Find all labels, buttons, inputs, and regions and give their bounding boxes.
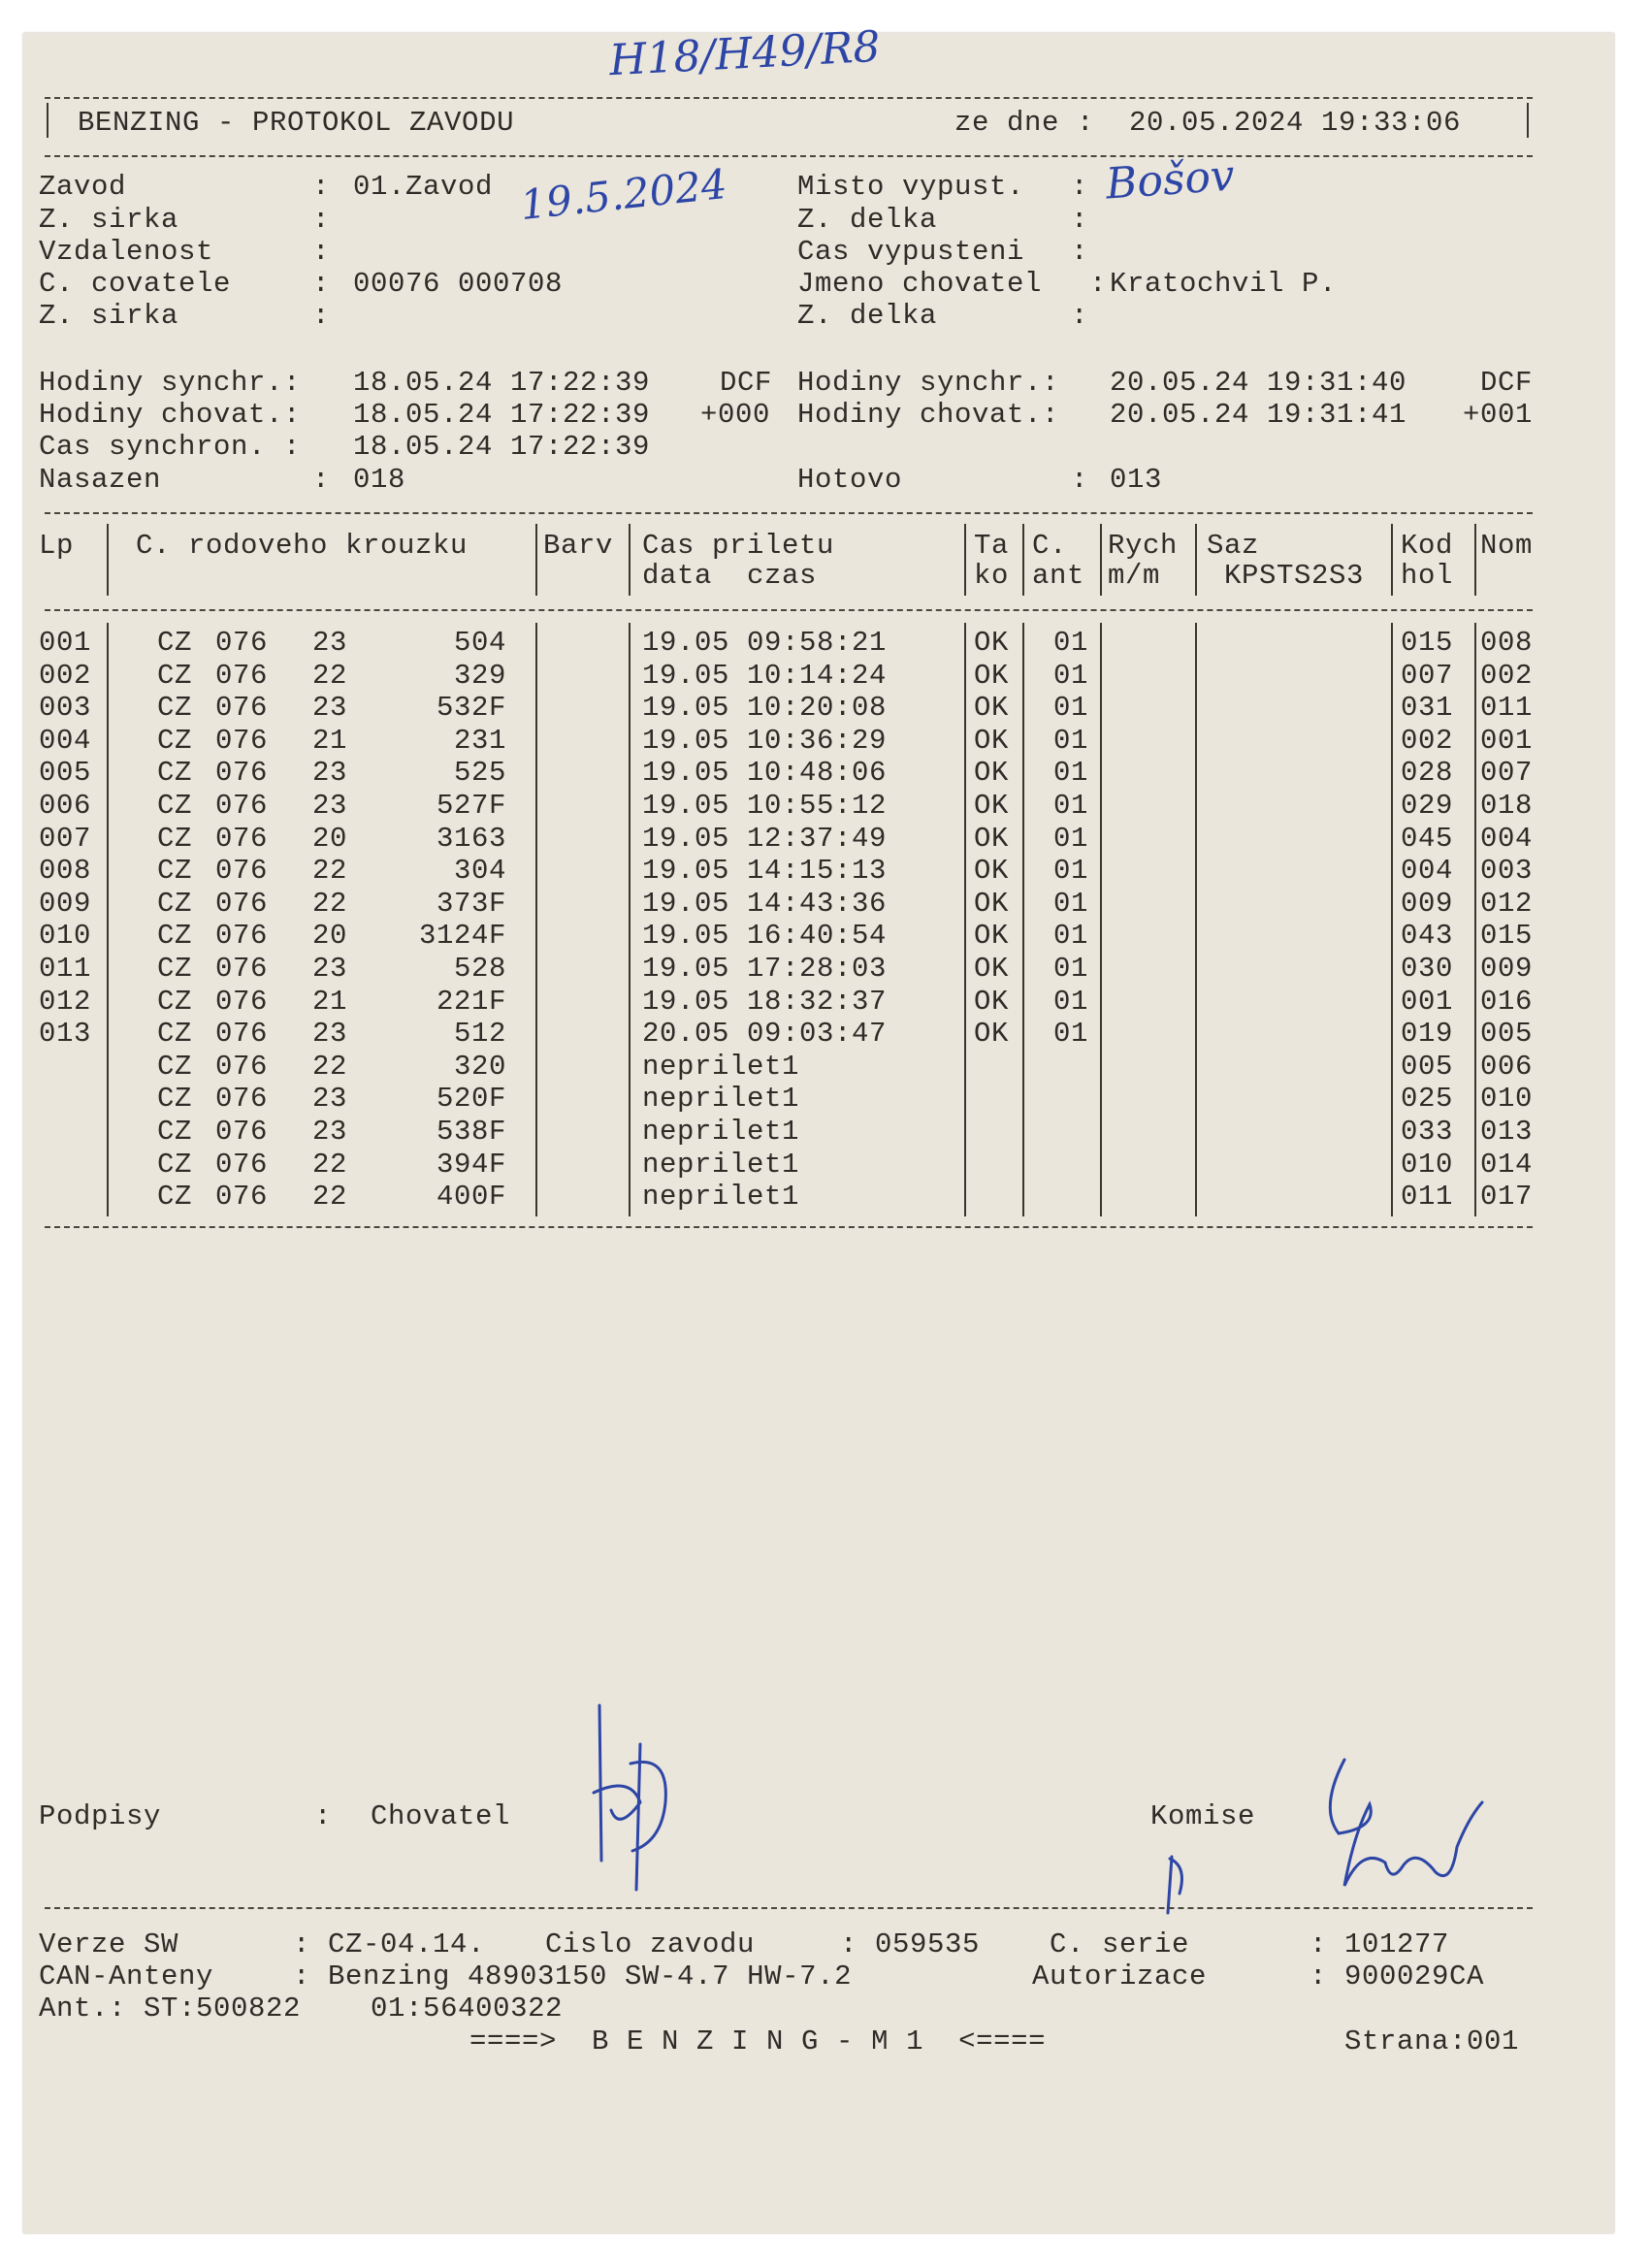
header-title: BENZING - PROTOKOL ZAVODU bbox=[78, 107, 515, 139]
cell-year: 23 bbox=[312, 627, 348, 659]
table-bottom-rule bbox=[45, 1226, 1533, 1228]
cell-tako: OK bbox=[974, 627, 1010, 659]
info-jmeno-sep: : bbox=[1089, 268, 1108, 300]
cell-arrival-time: 19.05 10:55:12 bbox=[642, 790, 888, 822]
col-sep bbox=[1022, 623, 1024, 1216]
cell-antenna: 01 bbox=[1053, 692, 1089, 724]
th-nom: Nom bbox=[1480, 530, 1534, 562]
cell-lp: 012 bbox=[39, 986, 92, 1018]
header-left-bar bbox=[47, 103, 48, 138]
cell-antenna: 01 bbox=[1053, 627, 1089, 659]
sync-l2-value: 18.05.24 17:22:39 bbox=[353, 399, 651, 431]
cell-year: 23 bbox=[312, 757, 348, 789]
cell-antenna: 01 bbox=[1053, 986, 1089, 1018]
cell-kod: 029 bbox=[1401, 790, 1454, 822]
cell-ring-number: 527F bbox=[436, 790, 506, 822]
cell-year: 21 bbox=[312, 986, 348, 1018]
cell-antenna: 01 bbox=[1053, 855, 1089, 887]
cell-nom: 002 bbox=[1480, 660, 1534, 692]
cell-org: 076 bbox=[215, 1181, 269, 1213]
hotovo-value: 013 bbox=[1110, 464, 1163, 496]
cell-kod: 005 bbox=[1401, 1051, 1454, 1083]
cell-arrival-time: 19.05 17:28:03 bbox=[642, 953, 888, 985]
serie-value: : 101277 bbox=[1310, 1928, 1450, 1960]
cell-tako: OK bbox=[974, 953, 1010, 985]
cell-org: 076 bbox=[215, 1149, 269, 1181]
col-sep bbox=[964, 524, 966, 596]
cell-ring-number: 221F bbox=[436, 986, 506, 1018]
col-sep bbox=[629, 524, 630, 596]
cell-year: 21 bbox=[312, 725, 348, 757]
cell-year: 22 bbox=[312, 660, 348, 692]
cell-arrival-time: 19.05 14:43:36 bbox=[642, 888, 888, 920]
cell-ring-number: 400F bbox=[436, 1181, 506, 1213]
cell-kod: 004 bbox=[1401, 855, 1454, 887]
cell-kod: 028 bbox=[1401, 757, 1454, 789]
cell-lp: 006 bbox=[39, 790, 92, 822]
info-delka-sep: : bbox=[1071, 204, 1089, 236]
cell-ring-number: 394F bbox=[436, 1149, 506, 1181]
cell-nom: 005 bbox=[1480, 1018, 1534, 1050]
cell-nom: 017 bbox=[1480, 1181, 1534, 1213]
cell-country: CZ bbox=[157, 920, 193, 952]
col-sep bbox=[1022, 524, 1024, 596]
cell-kod: 009 bbox=[1401, 888, 1454, 920]
cell-year: 23 bbox=[312, 790, 348, 822]
sync-r2-extra: +001 bbox=[1463, 399, 1534, 431]
hotovo-label: Hotovo bbox=[797, 464, 903, 496]
cell-kod: 011 bbox=[1401, 1181, 1454, 1213]
header-right-bar bbox=[1527, 103, 1529, 138]
can-label: CAN-Anteny bbox=[39, 1960, 214, 1993]
cell-nom: 016 bbox=[1480, 986, 1534, 1018]
col-sep bbox=[1474, 623, 1476, 1216]
cell-tako: OK bbox=[974, 920, 1010, 952]
cell-org: 076 bbox=[215, 790, 269, 822]
header-date-label: ze dne : bbox=[954, 107, 1095, 139]
cell-nom: 011 bbox=[1480, 692, 1534, 724]
cell-antenna: 01 bbox=[1053, 1018, 1089, 1050]
komise-label: Komise bbox=[1150, 1800, 1256, 1832]
th-barv: Barv bbox=[543, 530, 614, 562]
sync-l1-value: 18.05.24 17:22:39 bbox=[353, 367, 651, 399]
cell-antenna: 01 bbox=[1053, 888, 1089, 920]
cell-org: 076 bbox=[215, 1051, 269, 1083]
col-sep bbox=[1195, 623, 1197, 1216]
cell-ring-number: 231 bbox=[453, 725, 506, 757]
sync-r2-value: 20.05.24 19:31:41 bbox=[1110, 399, 1407, 431]
sync-l1-extra: DCF bbox=[720, 367, 773, 399]
cell-kod: 045 bbox=[1401, 823, 1454, 855]
th-tako-2: ko bbox=[974, 560, 1010, 592]
handwritten-place: Bošov bbox=[1104, 150, 1237, 210]
sync-l3-label: Cas synchron. : bbox=[39, 431, 302, 463]
cell-nom: 014 bbox=[1480, 1149, 1534, 1181]
cell-year: 20 bbox=[312, 823, 348, 855]
cell-country: CZ bbox=[157, 953, 193, 985]
cell-ring-number: 320 bbox=[453, 1051, 506, 1083]
can-value: : Benzing 48903150 SW-4.7 HW-7.2 bbox=[293, 1960, 853, 1993]
cell-year: 22 bbox=[312, 855, 348, 887]
header-top-rule bbox=[45, 97, 1533, 99]
sync-l3-value: 18.05.24 17:22:39 bbox=[353, 431, 651, 463]
cell-arrival-time: 19.05 16:40:54 bbox=[642, 920, 888, 952]
cell-lp: 007 bbox=[39, 823, 92, 855]
cell-org: 076 bbox=[215, 660, 269, 692]
cell-nom: 001 bbox=[1480, 725, 1534, 757]
cell-ring-number: 504 bbox=[453, 627, 506, 659]
cell-antenna: 01 bbox=[1053, 725, 1089, 757]
info-delka2-sep: : bbox=[1071, 300, 1089, 332]
cell-arrival-time: 19.05 14:15:13 bbox=[642, 855, 888, 887]
cell-org: 076 bbox=[215, 1116, 269, 1148]
cell-arrival-time: 19.05 10:48:06 bbox=[642, 757, 888, 789]
cell-nom: 012 bbox=[1480, 888, 1534, 920]
podpisy-sep: : bbox=[314, 1800, 333, 1832]
cell-nom: 010 bbox=[1480, 1083, 1534, 1115]
cell-country: CZ bbox=[157, 1083, 193, 1115]
cell-tako: OK bbox=[974, 888, 1010, 920]
verze-label: Verze SW bbox=[39, 1928, 179, 1960]
cell-year: 23 bbox=[312, 1116, 348, 1148]
sync-l1-label: Hodiny synchr.: bbox=[39, 367, 302, 399]
cell-kod: 007 bbox=[1401, 660, 1454, 692]
komise-signature bbox=[1154, 1740, 1523, 1934]
cell-lp: 009 bbox=[39, 888, 92, 920]
ant-line: Ant.: ST:500822 01:56400322 bbox=[39, 1993, 564, 2025]
col-sep bbox=[1474, 524, 1476, 596]
cell-lp: 002 bbox=[39, 660, 92, 692]
info-covatele-value: 00076 000708 bbox=[353, 268, 564, 300]
info-covatele-sep: : bbox=[312, 268, 331, 300]
sync-l2-extra: +000 bbox=[700, 399, 771, 431]
sync-r1-extra: DCF bbox=[1480, 367, 1534, 399]
cell-arrival-time: 19.05 09:58:21 bbox=[642, 627, 888, 659]
verze-value: : CZ-04.14. bbox=[293, 1928, 486, 1960]
cell-antenna: 01 bbox=[1053, 757, 1089, 789]
col-sep bbox=[1100, 524, 1102, 596]
nasazen-label: Nasazen bbox=[39, 464, 162, 496]
handwritten-code: H18/H49/R8 bbox=[607, 21, 882, 86]
cell-year: 23 bbox=[312, 1018, 348, 1050]
cell-lp: 011 bbox=[39, 953, 92, 985]
cell-lp: 013 bbox=[39, 1018, 92, 1050]
cell-tako: OK bbox=[974, 692, 1010, 724]
cell-nom: 009 bbox=[1480, 953, 1534, 985]
cell-nom: 013 bbox=[1480, 1116, 1534, 1148]
cell-org: 076 bbox=[215, 888, 269, 920]
cell-year: 22 bbox=[312, 1051, 348, 1083]
info-misto-sep: : bbox=[1071, 171, 1089, 203]
chovatel-label: Chovatel bbox=[371, 1800, 511, 1832]
th-cant-1: C. bbox=[1032, 530, 1068, 562]
info-zavod-label: Zavod bbox=[39, 171, 127, 203]
cell-nom: 007 bbox=[1480, 757, 1534, 789]
cell-org: 076 bbox=[215, 855, 269, 887]
th-kod-1: Kod bbox=[1401, 530, 1454, 562]
info-jmeno-label: Jmeno chovatel bbox=[797, 268, 1043, 300]
th-saz-1: Saz bbox=[1207, 530, 1260, 562]
cell-org: 076 bbox=[215, 725, 269, 757]
cell-country: CZ bbox=[157, 692, 193, 724]
cell-arrival-time: 19.05 12:37:49 bbox=[642, 823, 888, 855]
th-cant-2: ant bbox=[1032, 560, 1085, 592]
cell-ring-number: 3124F bbox=[418, 920, 506, 952]
col-sep bbox=[535, 524, 537, 596]
cell-nom: 004 bbox=[1480, 823, 1534, 855]
cell-kod: 031 bbox=[1401, 692, 1454, 724]
cell-kod: 033 bbox=[1401, 1116, 1454, 1148]
th-rych-2: m/m bbox=[1108, 560, 1161, 592]
th-tako-1: Ta bbox=[974, 530, 1010, 562]
cell-tako: OK bbox=[974, 986, 1010, 1018]
header-bottom-rule bbox=[45, 155, 1533, 157]
table-header-rule bbox=[45, 609, 1533, 611]
cell-tako: OK bbox=[974, 790, 1010, 822]
cell-org: 076 bbox=[215, 757, 269, 789]
cell-kod: 043 bbox=[1401, 920, 1454, 952]
cell-org: 076 bbox=[215, 920, 269, 952]
info-misto-label: Misto vypust. bbox=[797, 171, 1025, 203]
cell-kod: 015 bbox=[1401, 627, 1454, 659]
cell-antenna: 01 bbox=[1053, 953, 1089, 985]
info-zavod-sep: : bbox=[312, 171, 331, 203]
cell-lp: 008 bbox=[39, 855, 92, 887]
info-sirka2-sep: : bbox=[312, 300, 331, 332]
cell-org: 076 bbox=[215, 692, 269, 724]
cell-kod: 001 bbox=[1401, 986, 1454, 1018]
col-sep bbox=[1391, 524, 1393, 596]
cislo-label: Cislo zavodu bbox=[545, 1928, 756, 1960]
cell-ring-number: 520F bbox=[436, 1083, 506, 1115]
info-vzdalenost-sep: : bbox=[312, 236, 331, 268]
cell-country: CZ bbox=[157, 627, 193, 659]
header-date-value: 20.05.2024 19:33:06 bbox=[1129, 107, 1462, 139]
autor-value: : 900029CA bbox=[1310, 1960, 1485, 1993]
cell-arrival-time: neprilet1 bbox=[642, 1116, 800, 1148]
cell-kod: 025 bbox=[1401, 1083, 1454, 1115]
cell-ring-number: 532F bbox=[436, 692, 506, 724]
cell-tako: OK bbox=[974, 660, 1010, 692]
cell-org: 076 bbox=[215, 953, 269, 985]
cell-country: CZ bbox=[157, 725, 193, 757]
col-sep bbox=[1100, 623, 1102, 1216]
th-cas-1: Cas priletu bbox=[642, 530, 835, 562]
cell-arrival-time: neprilet1 bbox=[642, 1149, 800, 1181]
cell-arrival-time: neprilet1 bbox=[642, 1083, 800, 1115]
cell-ring-number: 528 bbox=[453, 953, 506, 985]
cell-nom: 006 bbox=[1480, 1051, 1534, 1083]
serie-label: C. serie bbox=[1050, 1928, 1190, 1960]
cell-org: 076 bbox=[215, 1083, 269, 1115]
cell-year: 22 bbox=[312, 1149, 348, 1181]
cell-year: 22 bbox=[312, 888, 348, 920]
cell-org: 076 bbox=[215, 823, 269, 855]
col-sep bbox=[107, 524, 109, 596]
info-sirka-sep: : bbox=[312, 204, 331, 236]
cell-country: CZ bbox=[157, 1181, 193, 1213]
info-jmeno-value: Kratochvil P. bbox=[1110, 268, 1338, 300]
cislo-value: : 059535 bbox=[840, 1928, 981, 1960]
cell-arrival-time: neprilet1 bbox=[642, 1051, 800, 1083]
cell-ring-number: 373F bbox=[436, 888, 506, 920]
cell-antenna: 01 bbox=[1053, 790, 1089, 822]
handwritten-date: 19.5.2024 bbox=[518, 159, 729, 230]
cell-ring-number: 329 bbox=[453, 660, 506, 692]
cell-country: CZ bbox=[157, 855, 193, 887]
th-cas-2: data czas bbox=[642, 560, 818, 592]
info-cas-vypusteni-sep: : bbox=[1071, 236, 1089, 268]
info-sirka-label: Z. sirka bbox=[39, 204, 179, 236]
col-sep bbox=[535, 623, 537, 1216]
nasazen-value: 018 bbox=[353, 464, 406, 496]
cell-antenna: 01 bbox=[1053, 660, 1089, 692]
cell-lp: 005 bbox=[39, 757, 92, 789]
cell-tako: OK bbox=[974, 823, 1010, 855]
cell-kod: 019 bbox=[1401, 1018, 1454, 1050]
cell-nom: 003 bbox=[1480, 855, 1534, 887]
cell-tako: OK bbox=[974, 757, 1010, 789]
info-covatele-label: C. covatele bbox=[39, 268, 232, 300]
cell-ring-number: 3163 bbox=[436, 823, 506, 855]
th-kod-2: hol bbox=[1401, 560, 1454, 592]
cell-country: CZ bbox=[157, 1051, 193, 1083]
sync-r1-value: 20.05.24 19:31:40 bbox=[1110, 367, 1407, 399]
col-sep bbox=[964, 623, 966, 1216]
chovatel-signature bbox=[572, 1686, 698, 1899]
cell-lp: 001 bbox=[39, 627, 92, 659]
cell-ring-number: 525 bbox=[453, 757, 506, 789]
cell-ring-number: 538F bbox=[436, 1116, 506, 1148]
info-delka-label: Z. delka bbox=[797, 204, 938, 236]
cell-country: CZ bbox=[157, 823, 193, 855]
th-rych-1: Rych bbox=[1108, 530, 1179, 562]
cell-lp: 010 bbox=[39, 920, 92, 952]
cell-country: CZ bbox=[157, 757, 193, 789]
col-sep bbox=[107, 623, 109, 1216]
cell-country: CZ bbox=[157, 790, 193, 822]
th-ring: C. rodoveho krouzku bbox=[136, 530, 469, 562]
cell-lp: 003 bbox=[39, 692, 92, 724]
cell-country: CZ bbox=[157, 1018, 193, 1050]
cell-year: 22 bbox=[312, 1181, 348, 1213]
cell-country: CZ bbox=[157, 888, 193, 920]
info-zavod-value: 01.Zavod bbox=[353, 171, 494, 203]
info-vzdalenost-label: Vzdalenost bbox=[39, 236, 214, 268]
col-sep bbox=[1391, 623, 1393, 1216]
footer-rule bbox=[45, 1907, 1533, 1909]
nasazen-sep: : bbox=[312, 464, 331, 496]
cell-ring-number: 512 bbox=[453, 1018, 506, 1050]
cell-org: 076 bbox=[215, 986, 269, 1018]
cell-nom: 015 bbox=[1480, 920, 1534, 952]
cell-tako: OK bbox=[974, 1018, 1010, 1050]
cell-arrival-time: 19.05 10:20:08 bbox=[642, 692, 888, 724]
cell-country: CZ bbox=[157, 986, 193, 1018]
col-sep bbox=[1195, 524, 1197, 596]
cell-antenna: 01 bbox=[1053, 920, 1089, 952]
cell-kod: 002 bbox=[1401, 725, 1454, 757]
cell-arrival-time: 19.05 10:36:29 bbox=[642, 725, 888, 757]
cell-nom: 018 bbox=[1480, 790, 1534, 822]
cell-org: 076 bbox=[215, 1018, 269, 1050]
cell-country: CZ bbox=[157, 1116, 193, 1148]
col-sep bbox=[629, 623, 630, 1216]
cell-arrival-time: 19.05 18:32:37 bbox=[642, 986, 888, 1018]
cell-country: CZ bbox=[157, 1149, 193, 1181]
info-cas-vypusteni-label: Cas vypusteni bbox=[797, 236, 1025, 268]
cell-arrival-time: neprilet1 bbox=[642, 1181, 800, 1213]
cell-arrival-time: 19.05 10:14:24 bbox=[642, 660, 888, 692]
cell-kod: 010 bbox=[1401, 1149, 1454, 1181]
cell-year: 20 bbox=[312, 920, 348, 952]
table-top-rule bbox=[45, 512, 1533, 514]
cell-ring-number: 304 bbox=[453, 855, 506, 887]
cell-org: 076 bbox=[215, 627, 269, 659]
cell-antenna: 01 bbox=[1053, 823, 1089, 855]
cell-country: CZ bbox=[157, 660, 193, 692]
sync-l2-label: Hodiny chovat.: bbox=[39, 399, 302, 431]
cell-tako: OK bbox=[974, 855, 1010, 887]
info-delka2-label: Z. delka bbox=[797, 300, 938, 332]
sync-r2-label: Hodiny chovat.: bbox=[797, 399, 1060, 431]
hotovo-sep: : bbox=[1071, 464, 1089, 496]
cell-nom: 008 bbox=[1480, 627, 1534, 659]
strana: Strana:001 bbox=[1344, 2025, 1520, 2057]
cell-arrival-time: 20.05 09:03:47 bbox=[642, 1018, 888, 1050]
cell-tako: OK bbox=[974, 725, 1010, 757]
cell-lp: 004 bbox=[39, 725, 92, 757]
cell-year: 23 bbox=[312, 1083, 348, 1115]
th-lp: Lp bbox=[39, 530, 75, 562]
brand-line: ====> B E N Z I N G - M 1 <==== bbox=[469, 2025, 1047, 2057]
cell-year: 23 bbox=[312, 953, 348, 985]
sync-r1-label: Hodiny synchr.: bbox=[797, 367, 1060, 399]
cell-kod: 030 bbox=[1401, 953, 1454, 985]
th-saz-2: KPSTS2S3 bbox=[1224, 560, 1365, 592]
info-sirka2-label: Z. sirka bbox=[39, 300, 179, 332]
cell-year: 23 bbox=[312, 692, 348, 724]
podpisy-label: Podpisy bbox=[39, 1800, 162, 1832]
autor-label: Autorizace bbox=[1032, 1960, 1208, 1993]
